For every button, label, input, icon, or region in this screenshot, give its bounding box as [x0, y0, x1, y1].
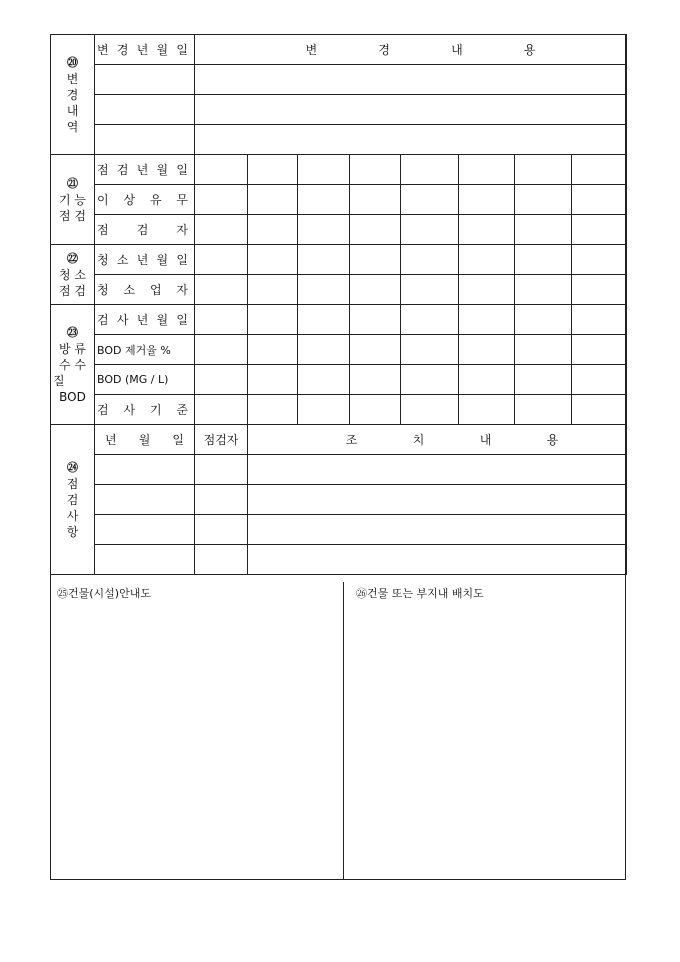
inspection-row — [51, 545, 627, 575]
inspection-action-header: 조 치 내 용 — [248, 425, 627, 455]
inspection-row — [51, 455, 627, 485]
site-layout-panel[interactable] — [344, 582, 625, 879]
inspection-record-form — [50, 34, 626, 880]
bod-row — [51, 335, 627, 365]
cleaning-check-row — [51, 275, 627, 305]
bod-mg-l-label: BOD (MG / L) — [95, 365, 195, 395]
bod-row — [51, 365, 627, 395]
inspection-inspector-header: 점검자 — [195, 425, 248, 455]
diagram-area — [51, 582, 625, 879]
inspection-section-label: ㉔ 점 검 사 항 — [51, 425, 95, 575]
change-row — [51, 95, 627, 125]
inspection-date-header: 년 월 일 — [95, 425, 195, 455]
function-check-anomaly-label: 이 상 유 무 — [95, 185, 195, 215]
function-check-inspector-label: 점 검 자 — [95, 215, 195, 245]
bod-row — [51, 305, 627, 335]
bod-removal-rate-label: BOD 제거율 % — [95, 335, 195, 365]
cleaning-date-label: 청 소 년 월 일 — [95, 245, 195, 275]
change-row — [51, 125, 627, 155]
inspection-row — [51, 485, 627, 515]
bod-test-date-label: 검 사 년 월 일 — [95, 305, 195, 335]
change-history-header-row — [51, 35, 627, 65]
function-check-row — [51, 155, 627, 185]
cleaning-check-row — [51, 245, 627, 275]
inspection-header-row — [51, 425, 627, 455]
site-layout-label: ㉖건물 또는 부지내 배치도 — [356, 587, 484, 600]
building-guide-panel[interactable] — [51, 582, 344, 879]
function-check-row — [51, 185, 627, 215]
inspection-row — [51, 515, 627, 545]
change-row — [51, 65, 627, 95]
record-table — [50, 34, 627, 575]
bod-row — [51, 395, 627, 425]
change-date-header: 변 경 년 월 일 — [95, 35, 195, 65]
cleaning-check-section-label: ㉒ 청 소 점 검 — [51, 245, 95, 305]
building-guide-label: ㉕건물(시설)안내도 — [57, 587, 151, 600]
cleaning-contractor-label: 청 소 업 자 — [95, 275, 195, 305]
function-check-date-label: 점 검 년 월 일 — [95, 155, 195, 185]
bod-section-label: ㉓ 방 류 수 수 질 BOD — [51, 305, 95, 425]
bod-standard-label: 검 사 기 준 — [95, 395, 195, 425]
change-history-section-label: ⑳ 변 경 내 역 — [51, 35, 95, 155]
function-check-section-label: ㉑ 기 능 점 검 — [51, 155, 95, 245]
change-content-header: 변 경 내 용 — [195, 35, 627, 65]
function-check-row — [51, 215, 627, 245]
